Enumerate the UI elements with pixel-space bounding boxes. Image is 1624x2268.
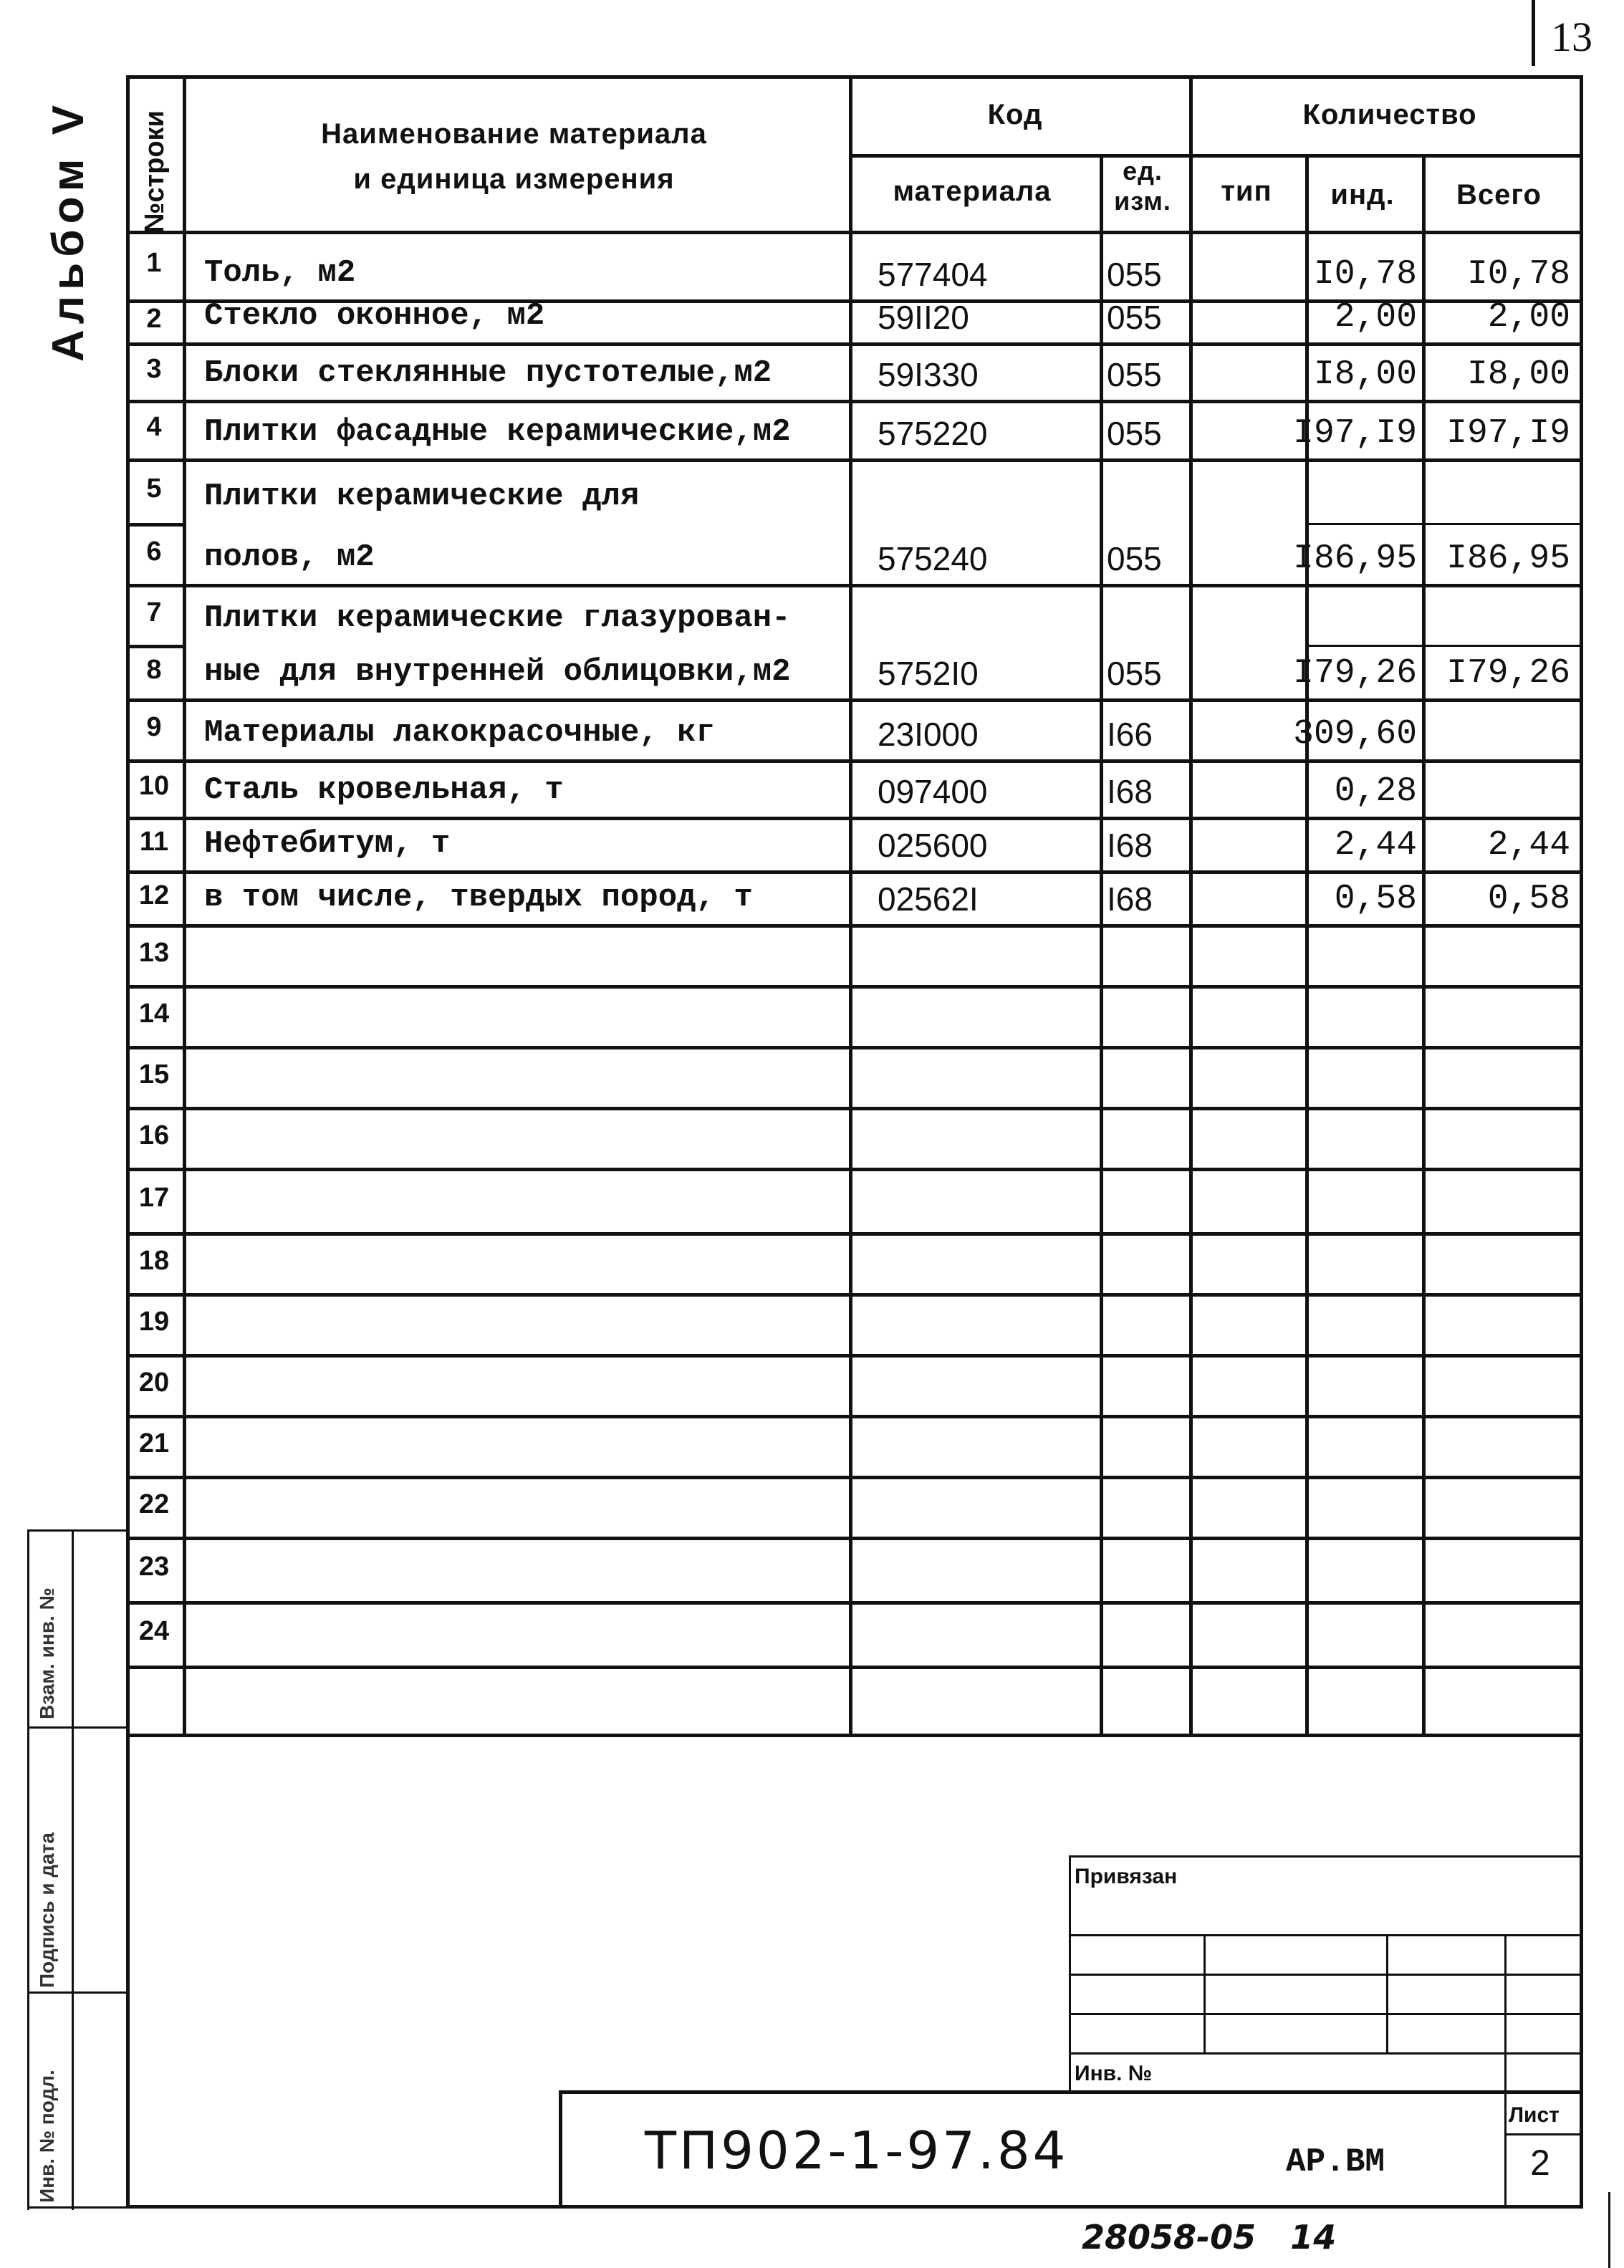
title-doc-code: АР.ВМ (1286, 2143, 1385, 2181)
material-code: 59I330 (878, 356, 979, 393)
row-number: 4 (146, 412, 162, 442)
header-row-number: №строки (140, 110, 170, 233)
stamp-podpis: Подпись и дата (36, 1832, 58, 1988)
material-code: 59II20 (878, 299, 969, 336)
unit-code: I68 (1107, 773, 1153, 810)
header-qty-group: Количество (1302, 99, 1477, 130)
row-number: 5 (146, 474, 162, 504)
header-code-material: материала (893, 176, 1052, 207)
material-code: 23I000 (878, 716, 979, 753)
title-sheet-number: 2 (1530, 2143, 1550, 2183)
qty-ind: I8,00 (1313, 355, 1417, 394)
row-number: 18 (138, 1245, 170, 1276)
material-name: Плитки керамические глазурован- (204, 600, 791, 636)
row-number: 20 (138, 1367, 170, 1398)
header-qty-ind: инд. (1330, 179, 1395, 211)
stamp-vzam: Взам. инв. № (36, 1587, 58, 1719)
qty-ind: I97,I9 (1293, 414, 1417, 453)
album-label: Альбом V (44, 99, 93, 362)
qty-ind: 309,60 (1293, 715, 1417, 754)
unit-code: I66 (1107, 716, 1153, 753)
material-name: ные для внутренней облицовки,м2 (204, 654, 791, 690)
unit-code: 055 (1107, 415, 1162, 452)
row-number: 1 (146, 248, 162, 278)
material-code: 097400 (878, 773, 988, 810)
qty-ind: I86,95 (1293, 539, 1417, 578)
title-sheet-label: Лист (1509, 2103, 1560, 2127)
material-name: Сталь кровельная, т (204, 772, 564, 808)
material-code: 577404 (878, 256, 988, 293)
material-name: Блоки стеклянные пустотелые,м2 (204, 355, 772, 391)
qty-total: 0,58 (1487, 880, 1570, 918)
header-qty-type: тип (1221, 176, 1272, 207)
qty-total: I8,00 (1466, 355, 1570, 394)
qty-total: I86,95 (1446, 539, 1570, 578)
unit-code: 055 (1107, 655, 1162, 692)
qty-ind: 2,44 (1334, 826, 1417, 865)
header-unit-line1: ед. (1123, 156, 1163, 186)
material-name: Плитки фасадные керамические,м2 (204, 414, 791, 450)
qty-ind: 0,58 (1334, 880, 1417, 918)
row-number: 11 (139, 826, 169, 857)
row-number: 12 (138, 880, 170, 910)
title-privyazan: Привязан (1075, 1865, 1178, 1888)
unit-code: 055 (1107, 299, 1162, 336)
row-number: 17 (138, 1183, 170, 1213)
row-number: 3 (146, 354, 162, 384)
unit-code: I68 (1107, 827, 1153, 864)
material-name: Стекло оконное, м2 (204, 298, 545, 334)
material-code: 025600 (878, 827, 988, 864)
row-number: 6 (146, 536, 162, 567)
material-name: Плитки керамические для (204, 479, 640, 514)
title-inv-no: Инв. № (1075, 2062, 1153, 2085)
header-unit-line2: изм. (1114, 186, 1171, 216)
material-code: 5752I0 (878, 655, 979, 692)
row-number: 15 (138, 1059, 170, 1090)
qty-ind: 2,00 (1334, 298, 1417, 337)
row-number: 2 (146, 304, 162, 334)
material-code: 575220 (878, 415, 988, 452)
header-qty-total: Всего (1456, 179, 1542, 211)
row-number: 10 (138, 771, 170, 801)
header-code-group: Код (987, 99, 1043, 130)
qty-ind: I79,26 (1293, 654, 1417, 693)
material-code: 575240 (878, 540, 988, 577)
row-number: 8 (146, 654, 162, 685)
title-project-code: ТП902-1-97.84 (645, 2120, 1069, 2181)
material-code: 02562I (878, 880, 979, 918)
stamp-inv-podl: Инв. № подл. (36, 2070, 58, 2203)
row-number: 23 (138, 1552, 170, 1582)
unit-code: 055 (1107, 356, 1162, 393)
row-number: 19 (138, 1306, 170, 1337)
qty-total: I79,26 (1446, 654, 1570, 693)
qty-total: I0,78 (1466, 255, 1570, 294)
row-number: 13 (138, 937, 170, 968)
unit-code: 055 (1107, 256, 1162, 293)
row-number: 22 (138, 1489, 170, 1519)
unit-code: 055 (1107, 540, 1162, 577)
qty-total: 2,44 (1487, 826, 1570, 865)
row-number: 24 (138, 1616, 170, 1646)
header-name-line1: Наименование материала (321, 118, 707, 150)
material-name: Нефтебитум, т (204, 826, 451, 862)
qty-ind: I0,78 (1313, 255, 1417, 294)
footer-note: 28058-05 14 (1082, 2218, 1337, 2257)
row-number: 14 (138, 998, 170, 1029)
unit-code: I68 (1107, 880, 1153, 918)
row-number: 16 (138, 1120, 170, 1150)
qty-ind: 0,28 (1334, 772, 1417, 811)
material-name: полов, м2 (204, 539, 375, 575)
material-name: в том числе, твердых пород, т (204, 880, 753, 916)
header-name-line2: и единица измерения (353, 163, 675, 195)
qty-total: I97,I9 (1446, 414, 1570, 453)
row-number: 7 (146, 597, 162, 628)
row-number: 21 (138, 1428, 170, 1459)
material-name: Материалы лакокрасочные, кг (204, 715, 715, 751)
row-number: 9 (146, 711, 162, 742)
material-name: Толь, м2 (204, 255, 356, 291)
qty-total: 2,00 (1487, 298, 1570, 337)
page-number: 13 (1551, 14, 1592, 60)
